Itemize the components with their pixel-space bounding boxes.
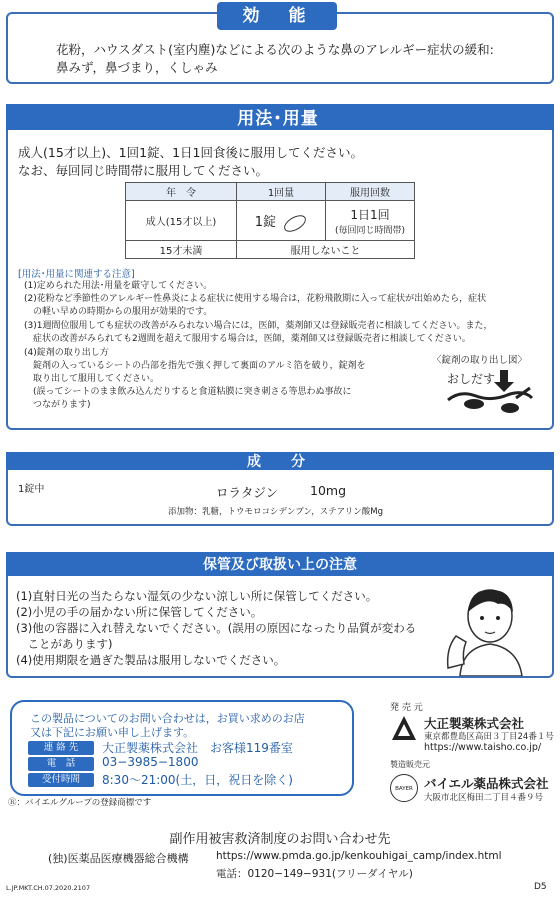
dosage-table [125, 182, 415, 259]
relief-url: https://www.pmda.go.jp/kenkouhigai_camp/index.html [216, 850, 502, 862]
figure-caption: 〈錠剤の取り出し図〉 [432, 355, 528, 366]
note-4c: 取り出して服用してください。 [24, 374, 160, 384]
row1-age: 成人(15才以上) [126, 201, 237, 241]
contact-intro-2: 又は下記にお願い申し上げます。 [30, 726, 195, 739]
storage-item-3b: ことがあります) [16, 637, 113, 651]
note-3: (3)1週間位服用しても症状の改善がみられない場合には，医師，薬剤師又は登録販売者に相談してください。また， [24, 321, 493, 331]
maker-label: 製造販売元 [390, 760, 430, 769]
note-4: (4)錠剤の取り出し方 [24, 348, 109, 358]
contact-intro-1: この製品についてのお問い合わせは，お買い求めのお店 [30, 712, 305, 725]
footer-code: L.JP.MKT.CH.07.2020.2107 [6, 884, 91, 892]
dosage-heading: 用法･用量 [218, 104, 338, 134]
bayer-logo-text: BAYER [395, 786, 413, 792]
ingredient-additives: 添加物：乳糖，トウモロコシデンプン，ステアリン酸Mg [168, 507, 384, 517]
contact-label-2: 電 話 [28, 757, 94, 771]
ingredients-heading: 成 分 [247, 454, 313, 470]
note-4e: つながります) [24, 400, 91, 410]
storage-heading: 保管及び取扱い上の注意 [203, 557, 357, 573]
seller-name: 大正製薬株式会社 [424, 716, 525, 731]
efficacy-line1: 花粉，ハウスダスト(室内塵)などによる次のような鼻のアレルギー症状の緩和: [56, 42, 494, 57]
contact-value-3: 8:30〜21:00(土，日，祝日を除く) [102, 773, 293, 787]
note-1: (1)定められた用法･用量を厳守してください。 [24, 281, 213, 291]
note-2b: の軽い早めの時期からの服用が効果的です。 [24, 307, 213, 317]
relief-title: 副作用被害救済制度のお問い合わせ先 [169, 832, 391, 847]
contact-value-1: 大正製薬株式会社 お客様119番室 [102, 741, 293, 755]
col-times: 服用回数 [326, 183, 415, 201]
storage-item-4: (4)使用期限を過ぎた製品は服用しないでください。 [16, 653, 286, 667]
seller-label: 発 売 元 [390, 703, 423, 713]
storage-item-2: (2)小児の手の届かない所に保管してください。 [16, 605, 263, 619]
tablet-icon [282, 211, 309, 234]
ingredients-per: 1錠中 [18, 484, 45, 495]
pharmacist-illustration [440, 578, 540, 676]
contact-label-3: 受付時間 [28, 773, 94, 787]
relief-phone: 電話：0120−149−931(フリーダイヤル) [216, 868, 413, 880]
ingredient-name: ロラタジン [216, 485, 279, 500]
ingredients-section [6, 470, 554, 526]
row2-note: 服用しないこと [237, 241, 415, 259]
note-4d: (誤ってシートのまま飲み込んだりすると食道粘膜に突き刺さる等思わぬ事故に [24, 387, 352, 397]
row1-times-note: (毎回同じ時間帯) [334, 225, 406, 236]
seller-url: https://www.taisho.co.jp/ [424, 742, 542, 753]
maker-name: バイエル薬品株式会社 [424, 776, 549, 791]
dosage-line2: なお、毎回同じ時間帯に服用してください。 [18, 163, 269, 178]
note-2: (2)花粉など季節性のアレルギー性鼻炎による症状に使用する場合は，花粉飛散期に入って症状が出始めたら，症状 [24, 294, 487, 304]
related-heading: [用法･用量に関連する注意] [18, 269, 135, 280]
relief-org: (独)医薬品医療機器総合機構 [48, 852, 189, 865]
storage-item-1: (1)直射日光の当たらない湿気の少ない涼しい所に保管してください。 [16, 589, 378, 603]
note-3b: 症状の改善がみられても2週間を超えて服用する場合は，医師，薬剤師又は登録販売者に相談してください。 [24, 334, 471, 344]
maker-address: 大阪市北区梅田二丁目４番９号 [424, 793, 544, 803]
row2-age: 15才未満 [126, 241, 237, 259]
row1-amount: 1錠 [254, 215, 277, 230]
row1-times: 1日1回 [350, 207, 390, 222]
bayer-logo [390, 774, 418, 802]
contact-value-2: 03−3985−1800 [102, 755, 199, 769]
taisho-logo-icon [390, 714, 418, 744]
footer-page: D5 [534, 882, 547, 892]
efficacy-line2: 鼻みず，鼻づまり，くしゃみ [56, 60, 218, 75]
col-age: 年 令 [126, 183, 237, 201]
storage-item-3: (3)他の容器に入れ替えないでください。(誤用の原因になったり品質が変わる [16, 621, 417, 635]
col-amount: 1回量 [237, 183, 326, 201]
contact-label-1: 連 絡 先 [28, 741, 94, 755]
dosage-line1: 成人(15才以上)、1回1錠、1日1回食後に服用してください。 [18, 145, 363, 160]
figure-label: おしだす [447, 372, 496, 386]
row1-amount-cell [237, 201, 326, 241]
efficacy-heading: 効 能 [217, 2, 337, 30]
seller-address: 東京都豊島区高田３丁目24番１号 [424, 732, 554, 742]
ingredient-amount: 10mg [310, 483, 347, 498]
note-4b: 錠剤の入っているシートの凸部を指先で強く押して裏面のアルミ箔を破り，錠剤を [24, 361, 366, 371]
row1-times-cell [326, 201, 415, 241]
trademark-note: Ⓡ：バイエルグループの登録商標です [8, 798, 152, 808]
tablet-removal-figure [440, 366, 540, 418]
